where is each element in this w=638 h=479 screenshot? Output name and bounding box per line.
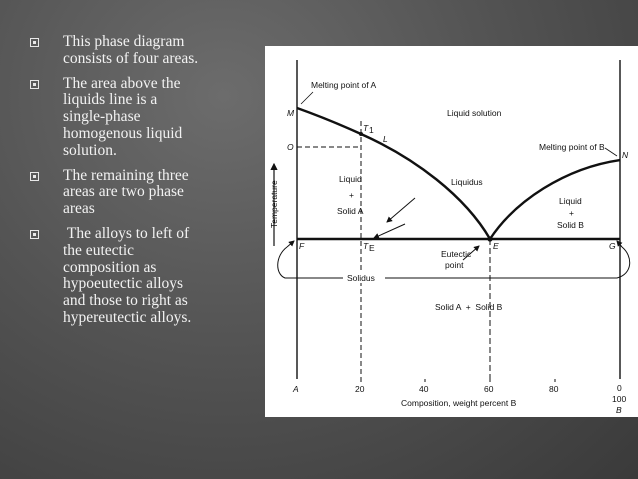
label-point-g: G (609, 241, 616, 251)
square-bullet-icon (30, 230, 39, 239)
melting-b-pointer (605, 148, 617, 156)
label-melting-a: Melting point of A (311, 80, 377, 90)
label-liquid-solution: Liquid solution (447, 108, 502, 118)
label-solid-a-b: Solid A + Solid B (435, 302, 503, 312)
tick-label-60: 60 (484, 384, 494, 394)
label-eutectic-line2: point (445, 260, 464, 270)
bullet-text: The remaining three areas are two phase areas (63, 166, 189, 218)
label-liquid-b-line1: Liquid (559, 196, 582, 206)
liquidus-pointer (387, 198, 415, 222)
bullet-item (30, 168, 230, 218)
solidus-arrow-left (287, 241, 294, 247)
tick-label-0: 0 (617, 383, 622, 393)
tick-label-80: 80 (549, 384, 559, 394)
liquidus-curve-a (297, 108, 490, 239)
square-bullet-icon (30, 172, 39, 181)
square-bullet-icon (30, 80, 39, 89)
bullet-item (30, 226, 230, 327)
phase-diagram (265, 46, 638, 417)
label-liquidus: Liquidus (451, 177, 483, 187)
label-x-axis: Composition, weight percent B (401, 398, 517, 408)
tick-label-40: 40 (419, 384, 429, 394)
solidus-pointer-left (374, 224, 405, 238)
label-y-axis: Temperature (269, 180, 279, 228)
label-point-n: N (622, 150, 629, 160)
bullet-text: The alloys to left of the eutectic composition as hypoeutectic alloys and those to right as hypereutectic alloys. (63, 224, 193, 326)
label-point-t1-sub: 1 (369, 125, 374, 135)
label-liquid-a-line3: Solid A (337, 206, 364, 216)
label-point-o: O (287, 142, 294, 152)
label-point-l: L (383, 134, 388, 144)
label-x-a: A (293, 384, 299, 394)
melting-a-pointer (301, 92, 313, 104)
label-point-f: F (299, 241, 305, 251)
label-x-b: B (616, 405, 622, 415)
tick-label-20: 20 (355, 384, 365, 394)
label-point-te-sub: E (369, 243, 375, 253)
label-point-te: T (363, 241, 369, 251)
bullet-text: The area above the liquids line is a single-phase homogenous liquid solution. (63, 74, 183, 159)
label-solidus: Solidus (347, 273, 375, 283)
label-liquid-a-line1: Liquid (339, 174, 362, 184)
label-point-m: M (287, 108, 295, 118)
tick-label-100: 100 (612, 394, 627, 404)
bullet-text: This phase diagram consists of four areas. (63, 33, 199, 67)
label-liquid-a-line2: + (349, 190, 354, 200)
label-point-t1: T (363, 123, 369, 133)
label-liquid-b-line2: + (569, 208, 574, 218)
liquidus-curve-b (490, 160, 620, 239)
bullet-item (30, 76, 230, 160)
square-bullet-icon (30, 38, 39, 47)
bullet-item (30, 34, 230, 68)
label-liquid-b-line3: Solid B (557, 220, 584, 230)
label-point-e: E (493, 241, 499, 251)
label-melting-b: Melting point of B (539, 142, 605, 152)
bullet-list (30, 34, 230, 335)
phase-diagram-svg (265, 46, 638, 417)
label-eutectic-line1: Eutectic (441, 249, 472, 259)
